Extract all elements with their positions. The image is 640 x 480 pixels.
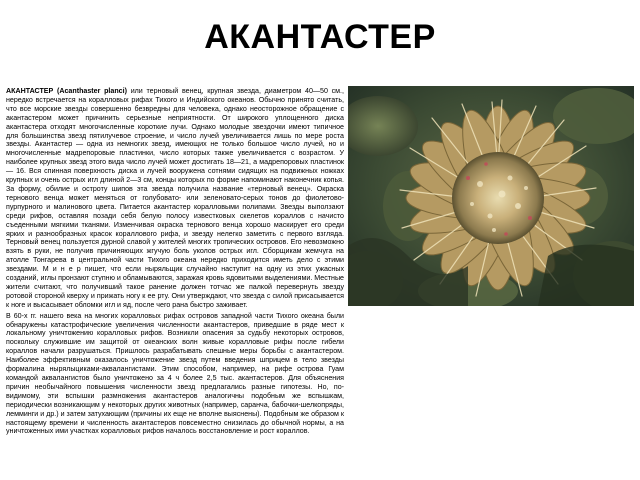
paragraph-2: В 60-х гг. нашего века на многих коралловых рифах островов западной части Тихого океана были обнаружены катастрофические увеличения численности акантастеров, приведшие в ряде мест к локальному уничтожению коралловых рифов. Возникли опасения за судьбу некоторых островов, поскольку служившие им защитой от океанских волн живые коралловые рифы после гибели кораллов начали разрушаться. Пришлось разрабатывать спешные меры борьбы с акантастером. Наиболее эффективным оказалось уничтожение звезд путем введения шприцем в тело звезды формалина нырялыциками-аквалангистами. Этим способом, например, на рифе острова Гуам командой аквалангистов было уничтожено за 4 ч более 2,5 тыс. акантастеров. Для объяснения причин необычайного повышения численности звезд предлагались разные гипотезы. Но, по-видимому, эти вспышки размножения акантастеров аналогичны подобным же вспышкам, периодически возникающим у некоторых других животных (например, саранча, бабочки-шелкопряды, лемминги и др.) и затем затухающим (причины их еще не вполне выяснены). Подобным же образом к настоящему времени и численность акантастеров повсеместно снизилась до обычной нормы, а на уничтоженных ими участках коралловых рифов началось восстановление и рост кораллов. — [6, 311, 344, 436]
paragraph-1-lead: АКАНТАСТЕР (Acanthaster planci) — [6, 87, 127, 95]
starfish-photo — [348, 86, 634, 306]
paragraph-1-text: или терновый венец, крупная звезда, диаметром 40—50 см., нередко встречается на коралловых рифах Тихого и Индийского океанов. Обычно принято считать, что все морские звезды совершенно безвредны для человека, однако неосторожное обращение с акантастером может причинить серьезные неприятности. От широкого уплощенного диска акантастера отходят многочисленные короткие лучи. Однако молодые звездочки имеют типичное для большинства звезд пятилучевое строение, и число лучей увеличивается лишь по мере роста звезды. Акантастер — одна из немногих звезд, имеющих не только большое число лучей, но и многочисленные мадрепоровые пластинки, число которых также увеличивается с возрастом. У наиболее крупных звезд этого вида число лучей может достигать 18—21, а мадрепоровых пластинок — 16. Вся спинная поверхность диска и лучей вооружена сотнями сидящих на подвижных ножках крупных и очень острых игл длиной 2—3 см, концы которых по форме напоминают наконечник копья. За форму, обилие и остроту шипов эта звезда получила название «терновый венец». Окраска тернового венца может меняться от голубовато- или зеленовато-серых тонов до фиолетово-пурпурного и малинового цвета. Питается акантастер коралловыми полипами. Звезды выползают среди рифов, оставляя позади себя белую полосу известковых скелетов кораллов с начисто съеденными мягкими тканями. Изменчивая окраска тернового венца хорошо маскирует его среди ярких и разнообразных красок кораллового рифа, и звезду нелегко заметить с первого взгляда. Терновый венец пользуется дурной славой у жителей многих тропических островов. Его невозможно взять в руки, не получив причиняющих жгучую боль уколов острых игл. Сборщикам жемчуга на атолле Тонгарева в центральной части Тихого океана нередко приходится иметь дело с этими звездами. М и н е р пишет, что если ныряльщик случайно наступит на одну из этих ужасных созданий, иглы пронзают ступню и обламываются, заражая кровь ядовитыми выделениями. Местные жители считают, что получивший такое ранение должен тотчас же палкой перевернуть звезду ротовой стороной кверху и прижать ногу к ее рту. Они утверждают, что звезда с силой присасывается к ноге и высасывает обломки игл и яд, после чего рана быстро заживает. — [6, 87, 344, 309]
paragraph-1 — [6, 87, 344, 310]
article-body — [6, 87, 344, 436]
slide-title: АКАНТАСТЕР — [204, 18, 436, 56]
crown-of-thorns-image — [348, 86, 634, 306]
